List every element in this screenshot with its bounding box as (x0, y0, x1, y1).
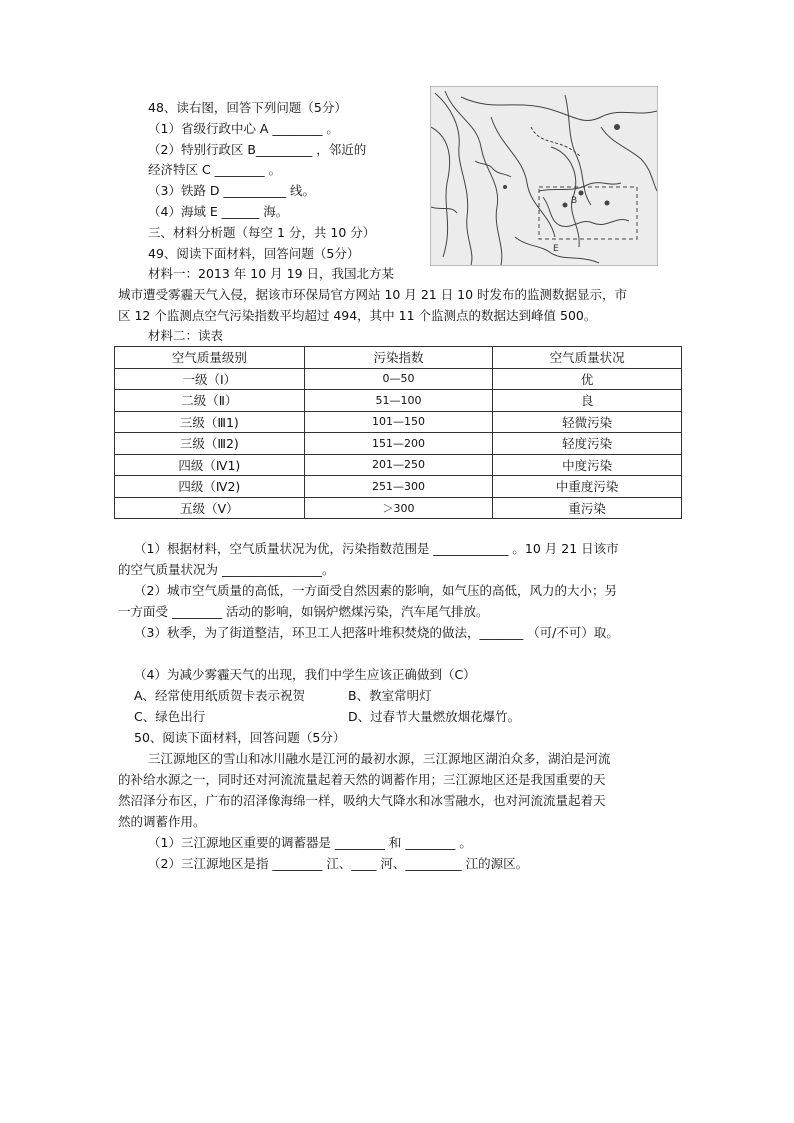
q49-material-2: 材料二：读表 (148, 328, 224, 343)
option-c: C、绿色出行 (134, 709, 206, 724)
map-label-e: E (553, 244, 559, 254)
table-cell: 重污染 (493, 497, 682, 519)
option-b: B、教室常明灯 (348, 688, 432, 703)
q50-para-4: 然的调蓄作用。 (118, 814, 206, 829)
q48-line-3: 经济特区 C ________ 。 (148, 162, 282, 177)
table-cell: 轻微污染 (493, 411, 682, 433)
q48-line-5: （4）海域 E ______ 海。 (148, 204, 289, 219)
table-row (115, 368, 682, 390)
q50-para-1: 三江源地区的雪山和冰川融水是江河的最初水源，三江源地区湖泊众多，湖泊是河流 (148, 751, 611, 766)
map-figure (430, 86, 658, 266)
option-d: D、过春节大量燃放烟花爆竹。 (348, 709, 521, 724)
q49-sub-2-b: 一方面受 ________ 活动的影响，如锅炉燃煤污染，汽车尾气排放。 (118, 604, 489, 619)
table-cell: 251—300 (304, 476, 493, 498)
table-row (115, 476, 682, 498)
q49-sub-3: （3）秋季，为了街道整洁，环卫工人把落叶堆积焚烧的做法，_______ （可/不可）取。 (134, 625, 619, 640)
table-row (115, 454, 682, 476)
table-cell: 五级（Ⅴ） (115, 497, 305, 519)
table-row (115, 411, 682, 433)
table-header-row (115, 347, 682, 369)
q49-sub-1-b: 的空气质量状况为 ________________。 (118, 562, 335, 577)
q49-title: 49、阅读下面材料，回答问题（5分） (148, 246, 360, 261)
table-cell: 优 (493, 368, 682, 390)
table-cell: 201—250 (304, 454, 493, 476)
table-cell: 二级（Ⅱ） (115, 390, 305, 412)
q50-para-2: 的补给水源之一，同时还对河流流量起着天然的调蓄作用；三江源地区还是我国重要的天 (118, 772, 606, 787)
q50-sub-1: （1）三江源地区重要的调蓄器是 ________ 和 ________ 。 (148, 835, 472, 850)
q50-para-3: 然沼泽分布区，广布的沼泽像海绵一样，吸纳大气降水和冰雪融水，也对河流流量起着天 (118, 793, 606, 808)
table-cell: 51—100 (304, 390, 493, 412)
table-cell: 0—50 (304, 368, 493, 390)
table-cell: 四级（Ⅳ1) (115, 454, 305, 476)
q48-line-4: （3）铁路 D __________ 线。 (148, 183, 315, 198)
table-row (115, 497, 682, 519)
q48-line-1: （1）省级行政中心 A ________ 。 (148, 121, 339, 136)
table-cell: 三级（Ⅲ1) (115, 411, 305, 433)
q49-material-1-c: 区 12 个监测点空气污染指数平均超过 494，其中 11 个监测点的数据达到峰值 500。 (118, 308, 597, 323)
q48-line-2: （2）特别行政区 B_________ ，邻近的 (148, 142, 367, 157)
table-row (115, 433, 682, 455)
table-cell: 四级（Ⅳ2) (115, 476, 305, 498)
map-label-b: B (571, 196, 578, 206)
q49-material-1-a: 材料一：2013 年 10 月 19 日，我国北方某 (148, 266, 394, 281)
q50-sub-2: （2）三江源地区是指 ________ 江、____ 河、_________ 江的源区。 (148, 856, 529, 871)
option-a: A、经常使用纸质贺卡表示祝贺 (134, 688, 306, 703)
table-cell: 一级（Ⅰ） (115, 368, 305, 390)
table-cell: 151—200 (304, 433, 493, 455)
q49-sub-2-a: （2）城市空气质量的高低，一方面受自然因素的影响，如气压的高低，风力的大小；另 (134, 583, 617, 598)
table-header: 污染指数 (304, 347, 493, 369)
q50-title: 50、阅读下面材料，回答问题（5分） (134, 730, 346, 745)
table-cell: 三级（Ⅲ2) (115, 433, 305, 455)
table-cell: ＞300 (304, 497, 493, 519)
table-cell: 良 (493, 390, 682, 412)
q49-sub-1-a: （1）根据材料，空气质量状况为优，污染指数范围是 ____________ 。10 月 21 日该市 (134, 541, 619, 556)
q49-material-1-b: 城市遭受雾霾天气入侵，据该市环保局官方网站 10 月 21 日 10 时发布的监测数据显示，市 (118, 287, 628, 302)
table-header: 空气质量状况 (493, 347, 682, 369)
table-row (115, 390, 682, 412)
q48-title: 48、读右图，回答下列问题（5分） (148, 100, 347, 115)
q49-sub-4: （4）为减少雾霾天气的出现，我们中学生应该正确做到（C） (134, 667, 476, 682)
table-cell: 轻度污染 (493, 433, 682, 455)
table-header: 空气质量级别 (115, 347, 305, 369)
table-cell: 中度污染 (493, 454, 682, 476)
section-3-heading: 三、材料分析题（每空 1 分，共 10 分） (148, 225, 376, 240)
air-quality-table (114, 346, 682, 519)
table-cell: 101—150 (304, 411, 493, 433)
table-cell: 中重度污染 (493, 476, 682, 498)
